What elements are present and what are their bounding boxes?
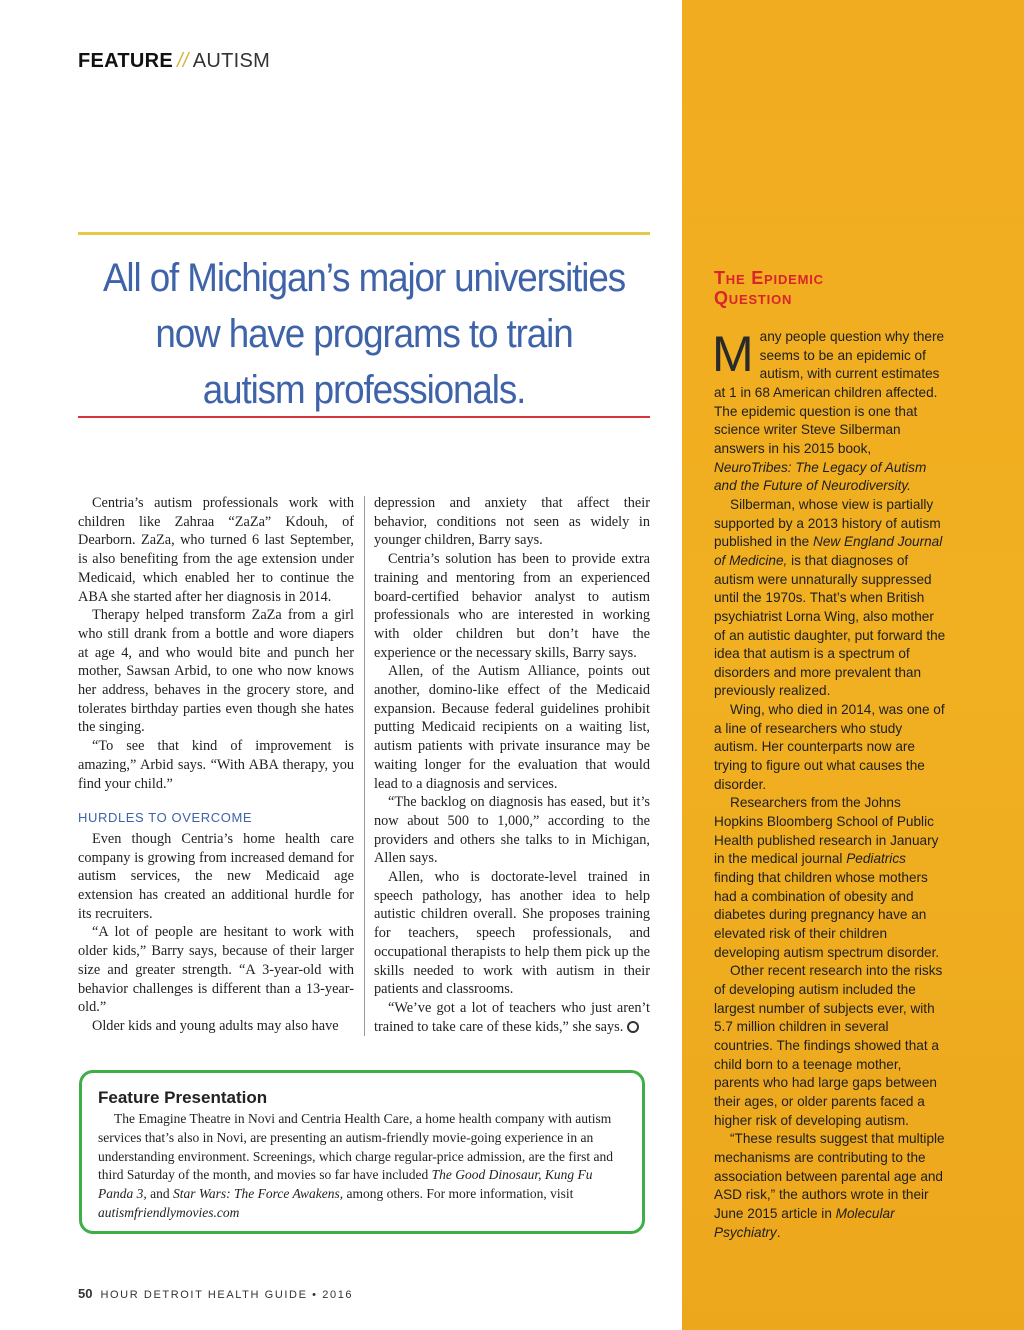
section-topic: AUTISM (192, 50, 271, 72)
feature-box-body (98, 1110, 628, 1223)
article-column-left (78, 494, 354, 1036)
pull-quote-line: All of Michigan’s major universities (102, 256, 626, 300)
article-paragraph: “To see that kind of improvement is amazing,” Arbid says. “With ABA therapy, you find your child.” (78, 738, 354, 792)
book-title: NeuroTribes: The Legacy of Autism and the Future of Neurodiversity. (714, 459, 927, 494)
sidebar-text: is that diagnoses of autism were unnaturally suppressed until the 1970s. That’s when British psychiatrist Lorna Wing, also mother of an autistic daughter, put forward the idea that autism is a spectrum of disorders and more prevalent than previously realized. (714, 552, 946, 699)
sidebar-text: any people question why there seems to be an epidemic of autism, with current estimates at 1 in 68 American children affected. The epidemic question is one that science writer Steve Silberman answers in his 2015 book, (714, 329, 945, 456)
movie-titles: The Good Dinosaur, Kung Fu Panda 3, (98, 1167, 593, 1202)
sidebar-paragraph: Other recent research into the risks of developing autism included the largest number of subjects ever, with 5.7 million children in several countries. The findings showed that a child born to a teenage mother, parents who had large gaps between their ages, or older parents faced a higher risk of developing autism. (714, 963, 943, 1128)
feature-box-title: Feature Presentation (98, 1088, 268, 1107)
article-final-sentence: “We’ve got a lot of teachers who just aren’t trained to take care of these kids,” she says. (374, 999, 650, 1035)
page-footer (78, 1286, 353, 1301)
sidebar-text: Silberman, whose view is partially supported by a 2013 history of autism published in the (714, 496, 941, 550)
article-paragraph: Older kids and young adults may also have (92, 1017, 339, 1034)
section-label (78, 50, 270, 73)
sidebar-title (714, 268, 954, 308)
article-paragraph: Allen, who is doctorate-level trained in speech pathology, has another idea to help autistic children overall. She proposes training for teachers, speech professionals, and occupational therapists to help them pick up the skills needed to work with autism in their patients and classrooms. (374, 869, 650, 998)
article-paragraph (374, 999, 650, 1036)
journal-title: New England Journal of Medicine, (714, 534, 943, 568)
sidebar-text: “These results suggest that multiple mechanisms are contributing to the association between parental age and ASD risk,” the authors wrote in their June 2015 article in (714, 1131, 945, 1221)
page-number: 50 (78, 1286, 93, 1301)
sidebar-text: Researchers from the Johns Hopkins Bloomberg School of Public Health published research in January in the medical journal (714, 795, 939, 867)
pull-quote-line: autism professionals. (202, 368, 526, 412)
article-paragraph: “The backlog on diagnosis has eased, but it’s now about 500 to 1,000,” according to the providers and others she talks to in Michigan, Allen says. (374, 794, 650, 867)
feature-box-text: among others. For more information, visit (343, 1186, 574, 1202)
sidebar-text: finding that children whose mothers had a combination of obesity and diabetes during pregnancy have an elevated risk of their children developing autism spectrum disorder. (714, 870, 940, 960)
sidebar-title-line: Question (714, 288, 793, 308)
article-paragraph: Centria’s solution has been to provide extra training and mentoring from an experienced board-certified behavior analyst to autism professionals who are interested in working with older children but don’t have the experience or the necessary skills, Barry says. (374, 551, 650, 661)
sidebar-body (714, 328, 948, 1242)
pull-quote (101, 250, 627, 418)
article-subhead: HURDLES TO OVERCOME (78, 810, 253, 826)
article-paragraph: Centria’s autism professionals work with children like Zahraa “ZaZa” Kdouh, of Dearborn. ZaZa, who turned 6 last September, is also benefiting from the age extension under Medicaid, which enabled her to continue the ABA she started after her diagnosis in 2014. (78, 495, 354, 605)
journal-title: Pediatrics (846, 851, 906, 867)
end-of-story-icon (627, 1021, 639, 1033)
pull-quote-line: now have programs to train (155, 312, 573, 356)
article-paragraph: “A lot of people are hesitant to work with older kids,” Barry says, because of their larger size and greater strength. “A 3-year-old with behavior challenges is different than a 13-year-old.” (78, 924, 354, 1016)
article-paragraph: Even though Centria’s home health care company is growing from increased demand for autism services, the new Medicaid age extension has created an additional hurdle for its recruiters. (78, 830, 354, 922)
article-column-right (374, 494, 650, 1036)
publication-name: HOUR DETROIT HEALTH GUIDE • 2016 (100, 1289, 354, 1301)
pull-quote-bottom-rule (78, 416, 650, 418)
section-name: FEATURE (78, 50, 174, 72)
feature-box-text: The Emagine Theatre in Novi and Centria Health Care, a home health company with autism services that’s also in Novi, are presenting an autism-friendly movie-going experience in an understanding environment. Screenings, which charge regular-price admission, are the first and third Saturday of the month, and movies so far have included (98, 1111, 613, 1183)
drop-cap: M (712, 326, 754, 382)
column-divider (364, 496, 365, 1036)
article-paragraph: Therapy helped transform ZaZa from a girl who still drank from a bottle and wore diapers at age 4, and who would bite and punch her mother, Sawsan Arbid, to one who now knows her address, behaves in the grocery store, and tolerates birthday parties even though she hates the singing. (78, 607, 354, 736)
pull-quote-top-rule (78, 232, 650, 235)
article-paragraph: Allen, of the Autism Alliance, points out another, domino-like effect of the Medicaid expansion. Because federal guidelines prohibit putting Medicaid recipients on a waiting list, autism patients with private insurance may be waiting longer for the evaluation that would lead to a diagnosis and services. (374, 663, 650, 792)
sidebar-title-line: The Epidemic (714, 268, 824, 288)
article-paragraph: depression and anxiety that affect their behavior, conditions not seen as widely in younger children, Barry says. (374, 495, 650, 549)
website-link[interactable]: autismfriendlymovies.com (98, 1204, 240, 1220)
sidebar-text: . (776, 1224, 781, 1240)
feature-box-text: and (146, 1186, 173, 1202)
section-separator: // (177, 50, 189, 72)
sidebar-paragraph: Wing, who died in 2014, was one of a line of researchers who study autism. Her counterparts now are trying to figure out what causes the disorder. (714, 702, 945, 792)
journal-title: Molecular Psychiatry (714, 1205, 895, 1240)
movie-title: Star Wars: The Force Awakens, (173, 1186, 344, 1202)
